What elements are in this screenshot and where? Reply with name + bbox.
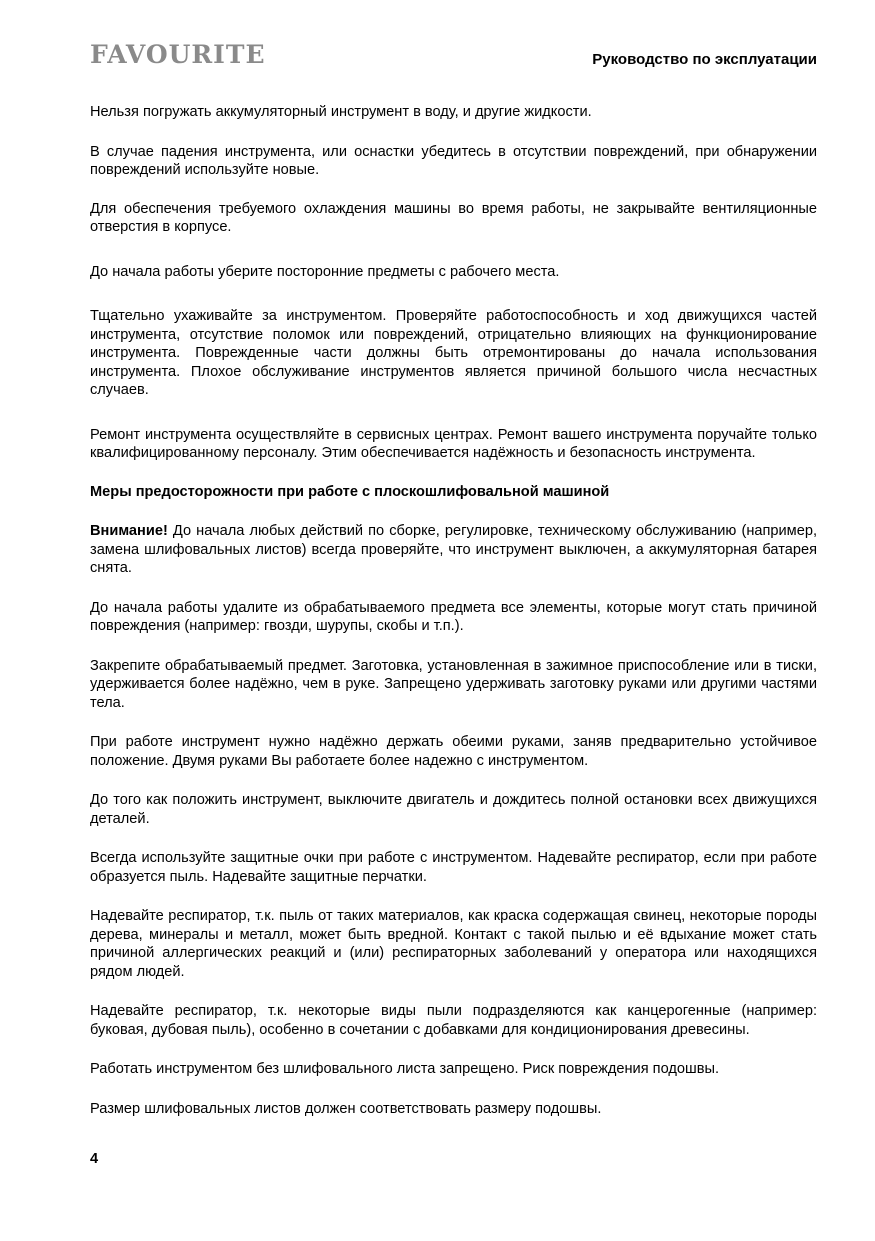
paragraph: Надевайте респиратор, т.к. пыль от таких материалов, как краска содержащая свинец, некоторые породы дерева, минералы и металл, может быть вредной. Контакт с такой пылью и её вдыхание может стать причиной аллергических реакций и (или) респираторных заболеваний у оператора или находящихся рядом людей. xyxy=(90,908,817,980)
paragraph: До начала работы уберите посторонние предметы с рабочего места. xyxy=(90,263,560,280)
paragraph: Всегда используйте защитные очки при работе с инструментом. Надевайте респиратор, если при работе образуется пыль. Надевайте защитные перчатки. xyxy=(90,850,817,885)
paragraph: При работе инструмент нужно надёжно держать обеими руками, заняв предварительно устойчивое положение. Двумя руками Вы работаете более надежно с инструментом. xyxy=(90,734,817,769)
page-header xyxy=(90,40,817,74)
warning-label: Внимание! xyxy=(90,523,168,539)
paragraph: Работать инструментом без шлифовального листа запрещено. Риск повреждения подошвы. xyxy=(90,1061,719,1077)
paragraph: Тщательно ухаживайте за инструментом. Проверяйте работоспособность и ход движущихся частей инструмента, отсутствие поломок или повреждений, отрицательно влияющих на функционирование инструмента. Поврежденные части должны быть отремонтированы до начала использования инструмента. Плохое обслуживание инструментов является причиной большого числа несчастных случаев. xyxy=(90,308,817,398)
manual-title: Руководство по эксплуатации xyxy=(592,51,817,68)
paragraph: Надевайте респиратор, т.к. некоторые виды пыли подразделяются как канцерогенные (например: буковая, дубовая пыль), особенно в сочетании с добавками для кондиционирования древесины. xyxy=(90,1003,817,1038)
section-heading: Меры предосторожности при работе с плоскошлифовальной машиной xyxy=(90,483,610,500)
paragraph: Размер шлифовальных листов должен соответствовать размеру подошвы. xyxy=(90,1100,602,1117)
paragraph: В случае падения инструмента, или оснастки убедитесь в отсутствии повреждений, при обнаружении повреждений используйте новые. xyxy=(90,143,817,178)
page-number: 4 xyxy=(90,1151,99,1167)
paragraph: До того как положить инструмент, выключите двигатель и дождитесь полной остановки всех движущихся деталей. xyxy=(90,792,817,827)
paragraph: До начала работы удалите из обрабатываемого предмета все элементы, которые могут стать причиной повреждения (например: гвозди, шурупы, скобы и т.п.). xyxy=(90,599,817,634)
warning-paragraph xyxy=(90,522,817,578)
brand-logo: FAVOURITE xyxy=(90,40,266,69)
document-body xyxy=(90,103,817,1118)
paragraph: Нельзя погружать аккумуляторный инструмент в воду, и другие жидкости. xyxy=(90,104,592,120)
warning-text: До начала любых действий по сборке, регулировке, техническому обслуживанию (например, замена шлифовальных листов) всегда проверяйте, что инструмент выключен, а аккумуляторная батарея снята. xyxy=(90,523,817,576)
paragraph: Ремонт инструмента осуществляйте в сервисных центрах. Ремонт вашего инструмента поручайте только квалифицированному персоналу. Этим обеспечивается надёжность и безопасность инструмента. xyxy=(90,426,817,461)
paragraph: Для обеспечения требуемого охлаждения машины во время работы, не закрывайте вентиляционные отверстия в корпусе. xyxy=(90,200,817,235)
paragraph: Закрепите обрабатываемый предмет. Заготовка, установленная в зажимное приспособление или в тиски, удерживается более надёжно, чем в руке. Запрещено удерживать заготовку руками или другими частями тела. xyxy=(90,657,817,711)
